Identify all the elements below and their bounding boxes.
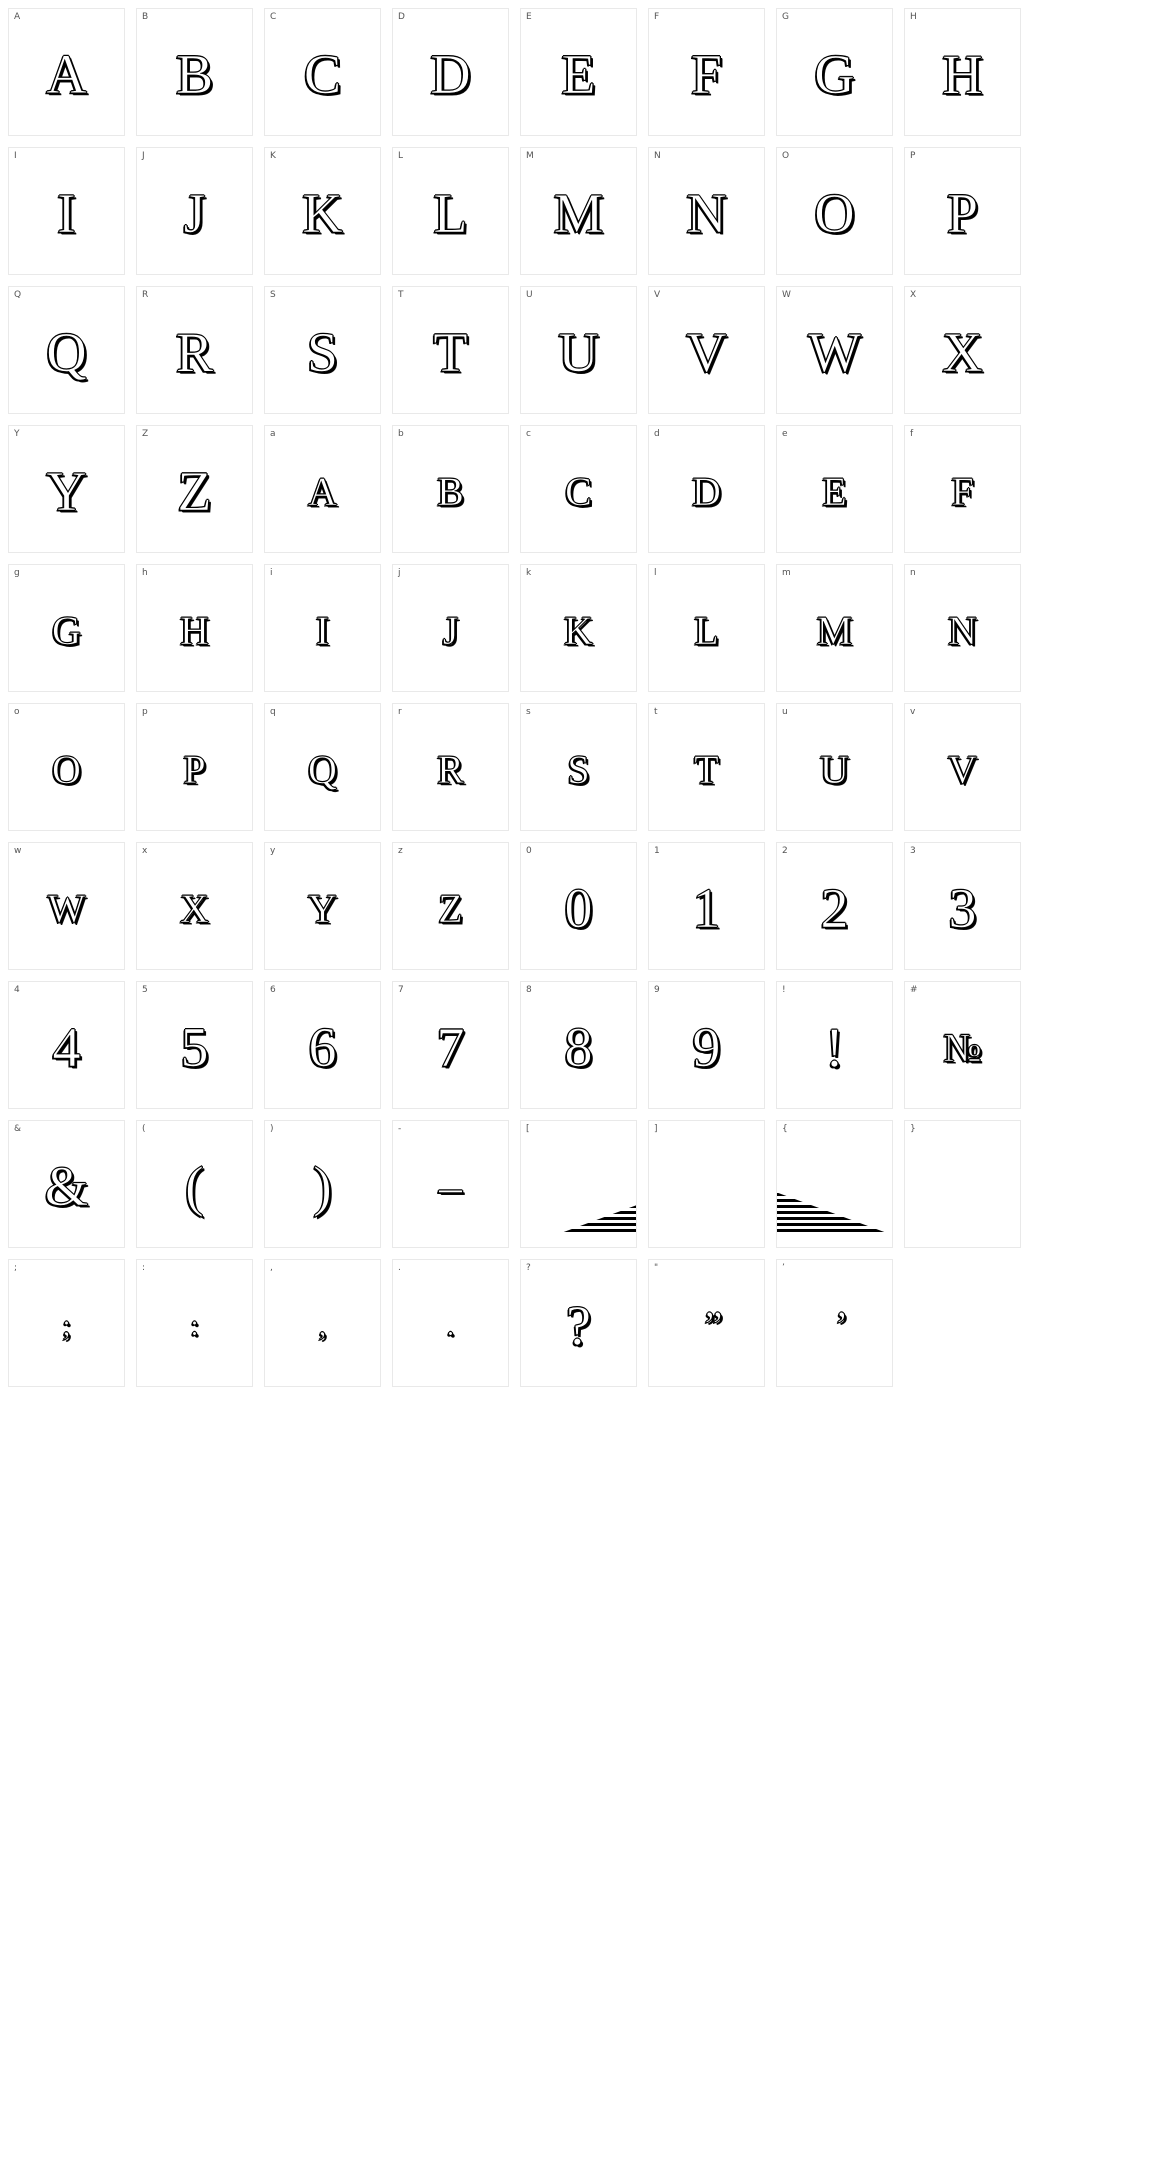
glyph-cell[interactable] [648,1259,765,1387]
glyph-label: o [14,707,20,717]
glyph-label: m [782,568,791,578]
glyph-cell[interactable] [136,8,253,136]
glyph-character: X [180,886,209,931]
glyph-cell[interactable] [648,981,765,1109]
glyph-label: b [398,429,404,439]
glyph-cell[interactable] [776,147,893,275]
glyph-label: O [782,151,790,161]
glyph-label: j [398,568,401,578]
glyph-cell[interactable] [136,425,253,553]
glyph-cell[interactable] [776,1259,893,1387]
glyph-character: 3 [948,878,977,940]
glyph-character: 1 [692,878,721,940]
glyph-character: L [433,183,468,245]
glyph-cell[interactable] [904,703,1021,831]
glyph-cell[interactable] [904,564,1021,692]
glyph-character: G [52,608,81,653]
glyph-character: K [564,608,593,653]
glyph-label: Q [14,290,22,300]
glyph-character: ; [62,1309,71,1342]
glyph-character: 8 [564,1017,593,1079]
glyph-label: K [270,151,277,161]
glyph-label: ; [14,1263,18,1273]
glyph-label: 9 [654,985,660,995]
glyph-cell[interactable] [264,8,381,136]
glyph-cell[interactable] [8,147,125,275]
glyph-label: n [910,568,916,578]
glyph-label: x [142,846,148,856]
glyph-cell[interactable] [648,564,765,692]
glyph-character: & [44,1156,89,1218]
glyph-label: Y [14,429,20,439]
glyph-cell[interactable] [264,564,381,692]
glyph-character: M [816,608,853,653]
glyph-label: ’ [782,1263,786,1273]
glyph-label: 8 [526,985,532,995]
glyph-cell[interactable] [8,1259,125,1387]
glyph-character: W [47,886,86,931]
glyph-character: I [57,183,76,245]
glyph-character: S [306,322,339,384]
glyph-cell[interactable] [520,1259,637,1387]
glyph-cell[interactable] [136,1259,253,1387]
glyph-character: – [439,1161,462,1212]
glyph-character: 4 [52,1017,81,1079]
glyph-cell[interactable] [264,1259,381,1387]
glyph-cell[interactable] [8,981,125,1109]
glyph-label: : [142,1263,146,1273]
glyph-cell[interactable] [648,842,765,970]
glyph-label: 1 [654,846,660,856]
glyph-character: Z [438,886,463,931]
glyph-label: , [270,1263,274,1273]
glyph-character: . [446,1309,455,1342]
glyph-cell[interactable] [392,842,509,970]
glyph-cell[interactable] [392,564,509,692]
glyph-character: ! [825,1017,844,1079]
glyph-character: K [302,183,343,245]
glyph-label: S [270,290,276,300]
glyph-character: U [558,322,599,384]
glyph-character: ” [704,1303,723,1348]
glyph-label: q [270,707,276,717]
glyph-cell[interactable] [648,425,765,553]
glyph-cell[interactable] [520,147,637,275]
glyph-character: Z [177,461,212,523]
glyph-label: A [14,12,21,22]
glyph-label: B [142,12,149,22]
glyph-label: E [526,12,532,22]
glyph-character: E [561,44,596,106]
glyph-label: a [270,429,276,439]
glyph-character: R [175,322,214,384]
glyph-character: E [822,469,847,514]
glyph-character: H [942,44,983,106]
glyph-character: T [694,747,719,792]
glyph-character: Q [308,747,337,792]
glyph-cell[interactable] [264,703,381,831]
glyph-cell[interactable] [392,1120,509,1248]
glyph-label: ( [142,1124,146,1134]
glyph-cell[interactable] [8,286,125,414]
glyph-label: 5 [142,985,148,995]
glyph-character: C [303,44,342,106]
glyph-cell[interactable] [392,703,509,831]
glyph-character: A [308,469,337,514]
glyph-cell[interactable] [264,842,381,970]
glyph-cell[interactable] [520,564,637,692]
fan-ornament-icon [561,1187,637,1233]
glyph-label: e [782,429,788,439]
glyph-label: 7 [398,985,404,995]
glyph-cell[interactable] [776,842,893,970]
glyph-label: # [910,985,918,995]
glyph-label: d [654,429,660,439]
glyph-cell[interactable] [392,981,509,1109]
glyph-cell[interactable] [648,286,765,414]
glyph-character: D [430,44,471,106]
glyph-cell[interactable] [904,981,1021,1109]
glyph-label: P [910,151,916,161]
glyph-character: 5 [180,1017,209,1079]
glyph-label: [ [526,1124,530,1134]
glyph-cell[interactable] [648,8,765,136]
glyph-label: 6 [270,985,276,995]
glyph-character: X [942,322,983,384]
glyph-label: y [270,846,276,856]
glyph-label: t [654,707,658,717]
glyph-label: J [142,151,145,161]
glyph-cell[interactable] [648,147,765,275]
glyph-label: l [654,568,657,578]
glyph-cell[interactable] [136,981,253,1109]
glyph-character: C [565,469,592,514]
glyph-label: Z [142,429,149,439]
glyph-character: J [442,608,459,653]
glyph-character: N [686,183,727,245]
glyph-character: G [814,44,855,106]
glyph-character: 7 [436,1017,465,1079]
glyph-cell[interactable] [776,286,893,414]
glyph-character: Q [46,322,87,384]
glyph-character: 9 [692,1017,721,1079]
glyph-character: ) [313,1156,332,1218]
glyph-character: B [175,44,214,106]
glyph-label: R [142,290,149,300]
glyph-label: g [14,568,20,578]
glyph-cell[interactable] [776,8,893,136]
glyph-label: h [142,568,148,578]
glyph-label: X [910,290,917,300]
glyph-character: Y [46,461,87,523]
glyph-cell[interactable] [904,842,1021,970]
glyph-label: W [782,290,792,300]
glyph-character: J [183,183,206,245]
glyph-cell[interactable] [264,981,381,1109]
glyph-cell[interactable] [520,981,637,1109]
glyph-label: 3 [910,846,916,856]
glyph-character: V [686,322,727,384]
glyph-cell[interactable] [8,1120,125,1248]
glyph-cell[interactable] [8,842,125,970]
glyph-character: F [951,469,974,514]
glyph-character: M [553,183,604,245]
glyph-label: { [782,1124,788,1134]
glyph-label: c [526,429,532,439]
glyph-character: O [814,183,855,245]
glyph-cell[interactable] [520,425,637,553]
glyph-character: O [52,747,81,792]
glyph-character: 2 [820,878,849,940]
glyph-label: I [14,151,17,161]
glyph-character: V [948,747,977,792]
glyph-cell[interactable] [136,703,253,831]
glyph-character: : [190,1309,199,1342]
glyph-cell[interactable] [904,8,1021,136]
glyph-cell[interactable] [264,286,381,414]
glyph-label: 2 [782,846,788,856]
glyph-cell[interactable] [136,1120,253,1248]
glyph-cell[interactable] [8,425,125,553]
glyph-character: T [433,322,468,384]
glyph-cell[interactable] [392,147,509,275]
glyph-cell[interactable] [264,147,381,275]
glyph-character: 0 [564,878,593,940]
glyph-cell[interactable] [648,703,765,831]
glyph-cell[interactable] [8,8,125,136]
glyph-label: D [398,12,406,22]
glyph-label: ! [782,985,786,995]
glyph-character: № [943,1025,982,1070]
glyph-label: u [782,707,788,717]
glyph-cell[interactable] [776,703,893,831]
glyph-character: 6 [308,1017,337,1079]
glyph-cell[interactable] [776,425,893,553]
glyph-label: L [398,151,404,161]
glyph-label: r [398,707,402,717]
glyph-cell[interactable] [904,147,1021,275]
glyph-label: ] [654,1124,658,1134]
glyph-label: & [14,1124,22,1134]
glyph-label: C [270,12,277,22]
glyph-label: M [526,151,534,161]
glyph-label: f [910,429,914,439]
glyph-label: 0 [526,846,532,856]
glyph-cell[interactable] [136,147,253,275]
glyph-cell[interactable] [136,842,253,970]
glyph-cell[interactable] [520,842,637,970]
glyph-cell[interactable] [520,286,637,414]
glyph-cell[interactable] [8,703,125,831]
glyph-cell[interactable] [520,8,637,136]
glyph-character: W [808,322,861,384]
glyph-character: P [946,183,979,245]
glyph-cell[interactable] [776,1120,893,1248]
glyph-label: k [526,568,532,578]
glyph-character: D [692,469,721,514]
glyph-cell[interactable] [8,564,125,692]
glyph-character: Y [308,886,337,931]
glyph-cell[interactable] [648,1120,765,1248]
glyph-label: z [398,846,403,856]
glyph-character: P [183,747,206,792]
glyph-label: U [526,290,533,300]
glyph-cell[interactable] [392,425,509,553]
glyph-cell[interactable] [520,703,637,831]
glyph-cell[interactable] [520,1120,637,1248]
glyph-label: ? [526,1263,531,1273]
glyph-label: G [782,12,790,22]
glyph-label: - [398,1124,402,1134]
glyph-label: v [910,707,916,717]
glyph-label: . [398,1263,402,1273]
glyph-character: ’ [834,1303,849,1348]
glyph-character: A [46,44,87,106]
glyph-cell[interactable] [776,981,893,1109]
glyph-label: w [14,846,22,856]
glyph-cell[interactable] [904,286,1021,414]
glyph-label: F [654,12,660,22]
glyph-label: " [654,1263,659,1273]
glyph-label: V [654,290,661,300]
glyph-label: ) [270,1124,274,1134]
glyph-label: H [910,12,917,22]
glyph-character: , [318,1309,327,1342]
glyph-label: 4 [14,985,20,995]
glyph-character: I [315,608,330,653]
glyph-character: B [437,469,464,514]
glyph-label: p [142,707,148,717]
glyph-cell[interactable] [392,286,509,414]
glyph-label: } [910,1124,916,1134]
glyph-cell[interactable] [776,564,893,692]
fan-ornament-icon [776,1187,887,1233]
glyph-cell[interactable] [264,1120,381,1248]
glyph-character: U [820,747,849,792]
glyph-label: i [270,568,273,578]
glyph-cell[interactable] [264,425,381,553]
glyph-character: L [694,608,719,653]
glyph-cell[interactable] [392,1259,509,1387]
glyph-character: F [690,44,723,106]
glyph-character: ? [566,1295,591,1357]
glyph-character: N [948,608,977,653]
glyph-cell[interactable] [136,286,253,414]
glyph-cell[interactable] [904,1120,1021,1248]
glyph-label: T [398,290,404,300]
glyph-label: s [526,707,531,717]
glyph-cell[interactable] [392,8,509,136]
glyph-cell[interactable] [136,564,253,692]
glyph-character: R [437,747,464,792]
glyph-character: ( [185,1156,204,1218]
glyph-cell[interactable] [904,425,1021,553]
glyph-label: N [654,151,661,161]
glyph-character: S [567,747,590,792]
glyph-character: H [180,608,209,653]
